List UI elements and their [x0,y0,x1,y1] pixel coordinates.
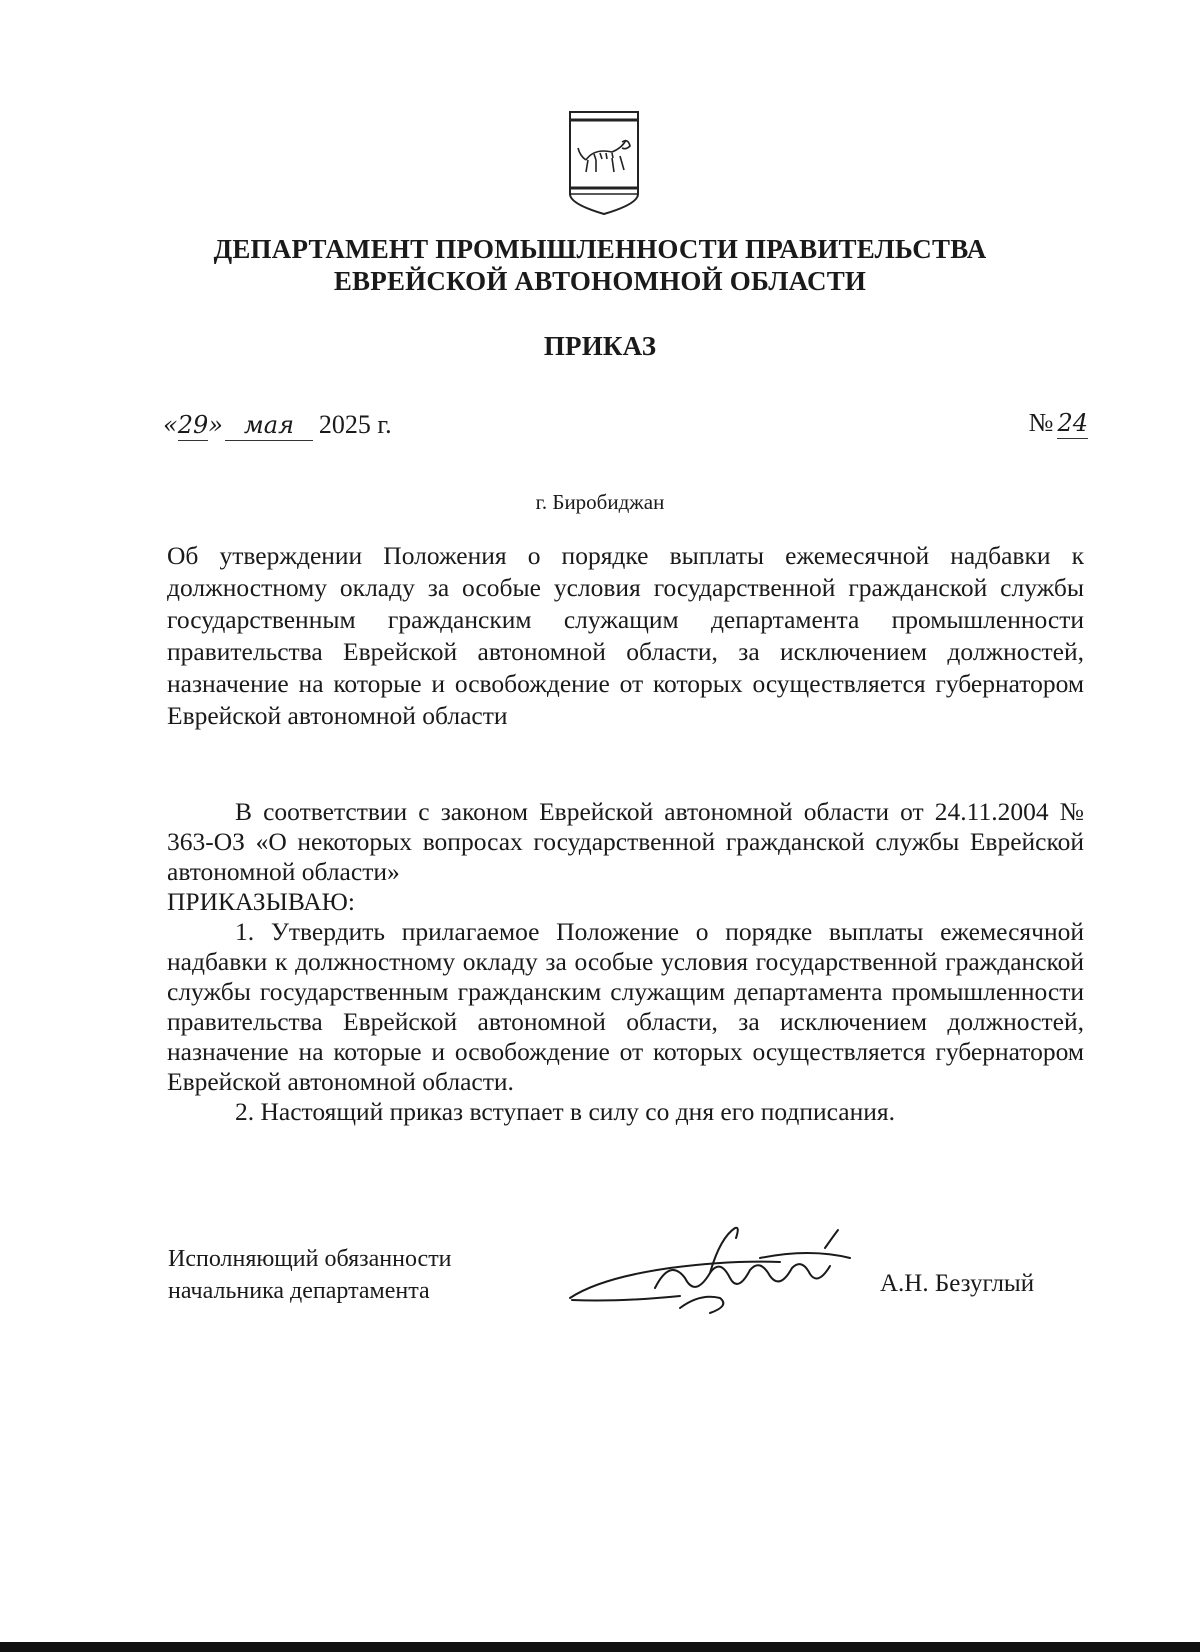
order-item-1: 1. Утвердить прилагаемое Положение о порядке выплаты ежемесячной надбавки к должностному окладу за особые условия государственной гражданской службы государственным гражданским служащим департамента промышленности правительства Еврейской автономной области, за исключением должностей, назначение на которые и освобождение от которых осуществляется губернатором Еврейской автономной области. [167,917,1084,1096]
date-quote-close: » [208,411,223,439]
department-name: ДЕПАРТАМЕНТ ПРОМЫШЛЕННОСТИ ПРАВИТЕЛЬСТВА [213,234,987,264]
handwritten-signature-icon [560,1218,920,1328]
number-label: № [1028,408,1054,437]
coat-of-arms-icon [566,108,642,218]
city-line: г. Биробиджан [535,490,665,514]
date-year: 2025 г. [318,410,392,439]
order-item-2: 2. Настоящий приказ вступает в силу со дня его подписания. [235,1097,895,1126]
order-number [1029,408,1088,439]
date-month: мая [225,410,313,441]
region-name: ЕВРЕЙСКОЙ АВТОНОМНОЙ ОБЛАСТИ [333,266,867,296]
number-value: 24 [1057,409,1088,437]
order-word: ПРИКАЗЫВАЮ: [167,887,355,916]
order-body [167,797,1084,1127]
scan-edge-rule [0,1642,1200,1652]
position-line-2: начальника департамента [168,1278,430,1304]
signatory-name: А.Н. Безуглый [880,1270,1035,1297]
department-heading [150,233,1050,297]
order-date [163,410,392,441]
position-line-1: Исполняющий обязанности [168,1246,452,1272]
document-type-title: ПРИКАЗ [543,331,657,361]
order-subject: Об утверждении Положения о порядке выплаты ежемесячной надбавки к должностному окладу за особые условия государственной гражданской службы государственным гражданским служащим департамента промышленности правительства Еврейской автономной области, за исключением должностей, назначение на которые и освобождение от которых осуществляется губернатором Еврейской автономной области [167,541,1084,730]
date-quote-open: « [163,411,178,439]
date-day: 29 [177,411,209,439]
preamble: В соответствии с законом Еврейской автономной области от 24.11.2004 № 363-ОЗ «О некоторых вопросах государственной гражданской службы Еврейской автономной области» [167,797,1084,886]
signatory-position [168,1243,452,1307]
